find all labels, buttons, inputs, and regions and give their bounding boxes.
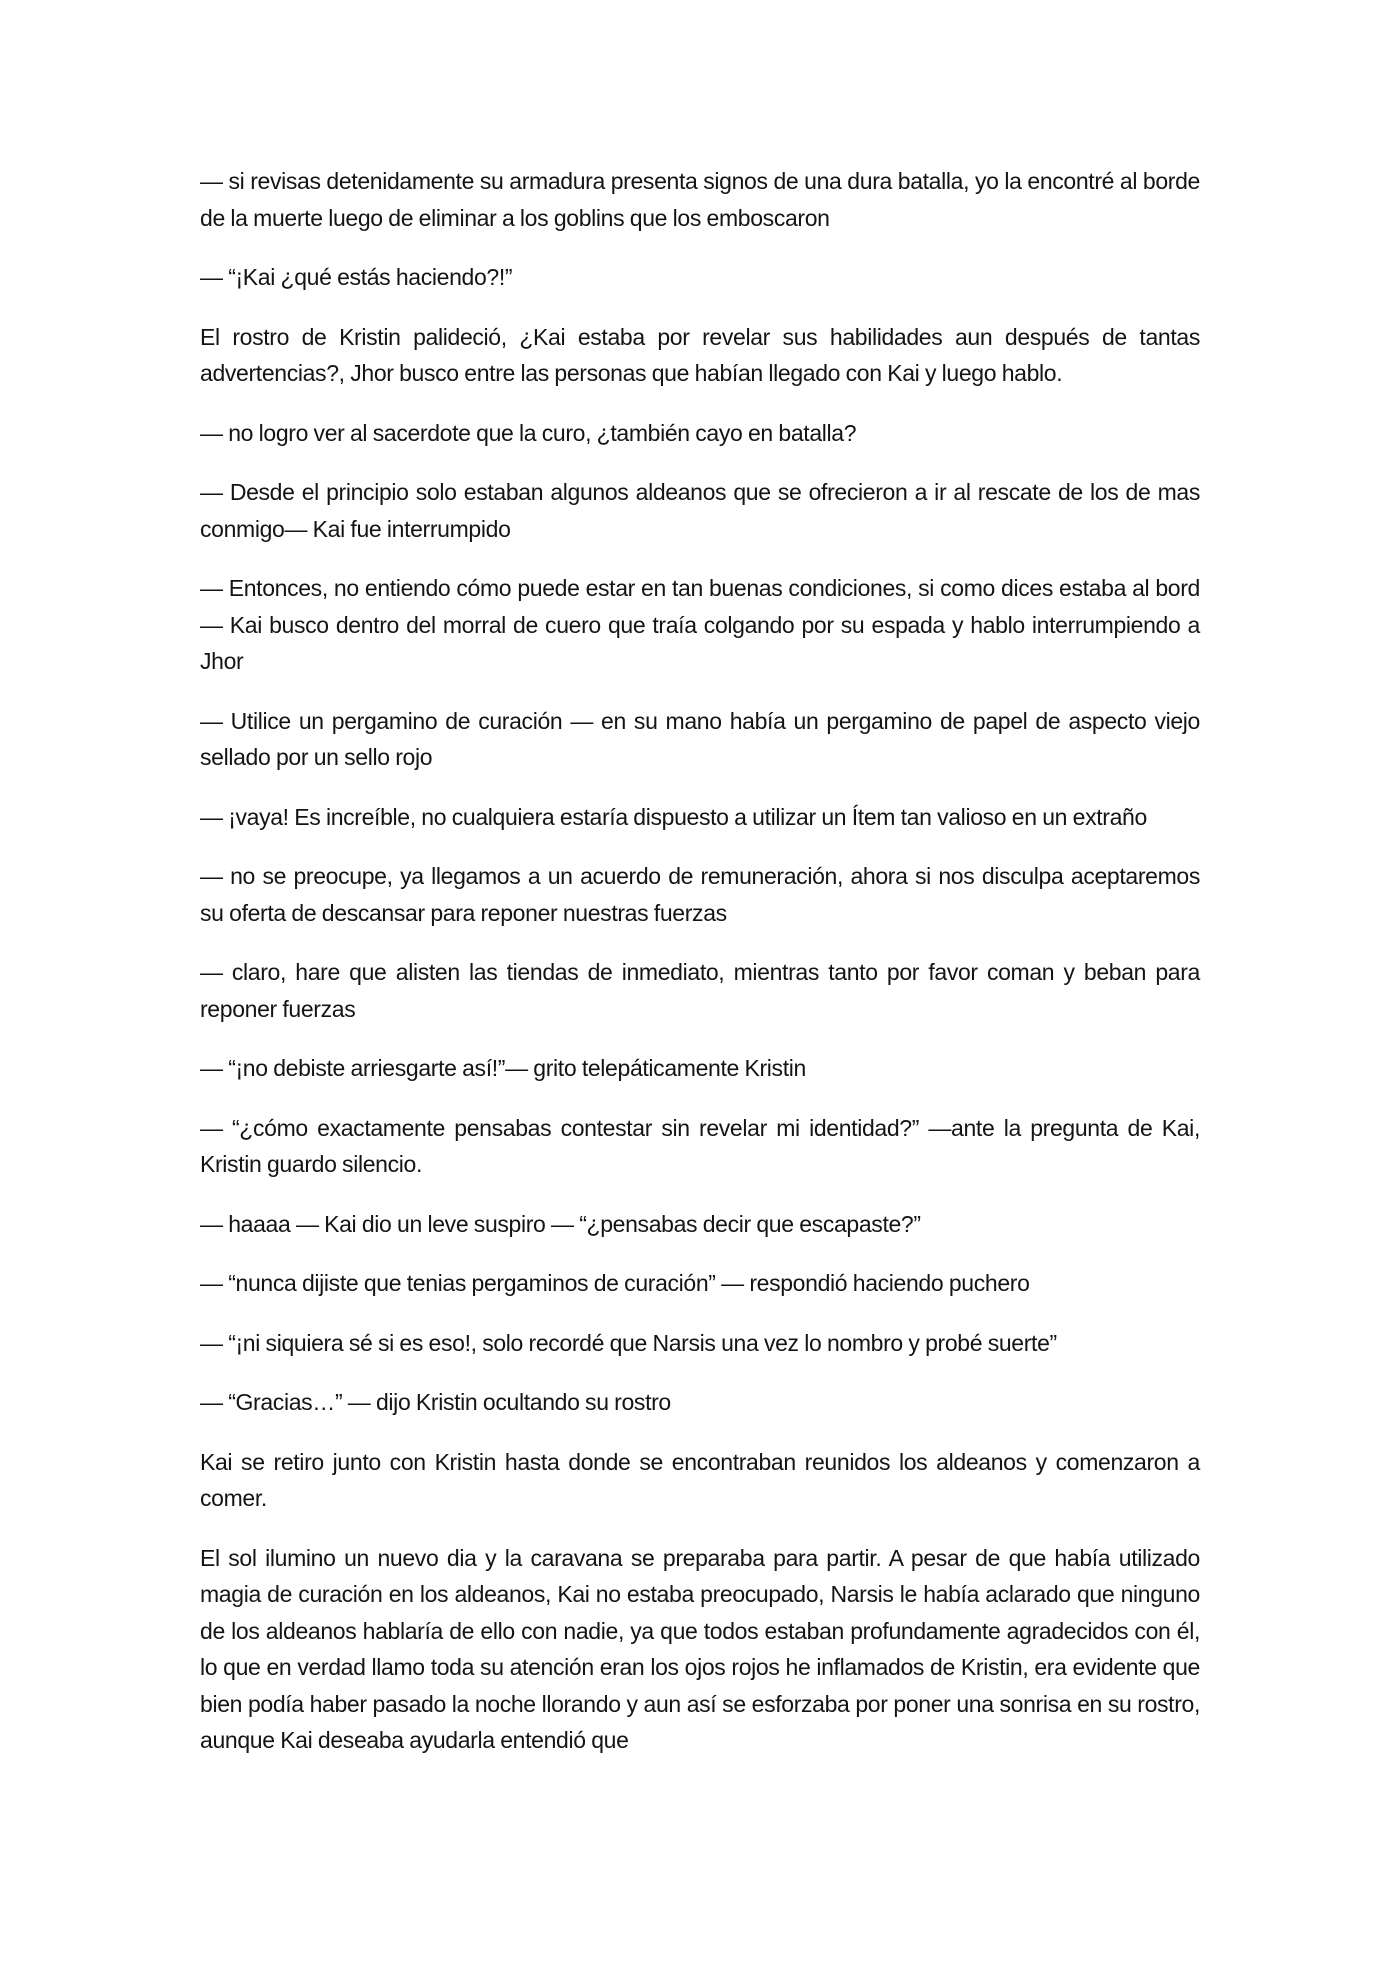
paragraph: — “nunca dijiste que tenias pergaminos de curación” — respondió haciendo puchero <box>200 1270 1030 1296</box>
paragraph: — ¡vaya! Es increíble, no cualquiera estaría dispuesto a utilizar un Ítem tan valioso en un extraño <box>200 803 1147 830</box>
paragraph: Kai se retiro junto con Kristin hasta donde se encontraban reunidos los aldeanos y comenzaron a comer. <box>200 1448 1200 1511</box>
paragraph: — no logro ver al sacerdote que la curo, ¿también cayo en batalla? <box>200 419 857 446</box>
paragraph: — “Gracias…” — dijo Kristin ocultando su rostro <box>200 1389 671 1415</box>
paragraph: — Entonces, no entiendo cómo puede estar en tan buenas condiciones, si como dices estaba al bord— Kai busco dentro del morral de cuero que traía colgando por su espada y hablo interrumpiendo a Jhor <box>200 575 1200 674</box>
paragraph: — “¡no debiste arriesgarte así!”— grito telepáticamente Kristin <box>200 1055 806 1081</box>
paragraph: — si revisas detenidamente su armadura presenta signos de una dura batalla, yo la encontré al borde de la muerte luego de eliminar a los goblins que los emboscaron <box>200 168 1200 231</box>
paragraph: — “¿cómo exactamente pensabas contestar sin revelar mi identidad?” —ante la pregunta de Kai, Kristin guardo silencio. <box>200 1114 1200 1177</box>
paragraph: — claro, hare que alisten las tiendas de inmediato, mientras tanto por favor coman y beban para reponer fuerzas <box>200 959 1200 1022</box>
paragraph: El rostro de Kristin palideció, ¿Kai estaba por revelar sus habilidades aun después de tantas advertencias?, Jhor busco entre las personas que habían llegado con Kai y luego hablo. <box>200 323 1200 386</box>
paragraph: — “¡ni siquiera sé si es eso!, solo recordé que Narsis una vez lo nombro y probé suerte” <box>200 1329 1057 1356</box>
paragraph: — Utilice un pergamino de curación — en su mano había un pergamino de papel de aspecto viejo sellado por un sello rojo <box>200 707 1200 770</box>
document-page <box>200 163 1200 1759</box>
paragraph: — Desde el principio solo estaban algunos aldeanos que se ofrecieron a ir al rescate de los de mas conmigo— Kai fue interrumpido <box>200 479 1200 542</box>
paragraph: — no se preocupe, ya llegamos a un acuerdo de remuneración, ahora si nos disculpa aceptaremos su oferta de descansar para reponer nuestras fuerzas <box>200 863 1200 926</box>
paragraph: — haaaa — Kai dio un leve suspiro — “¿pensabas decir que escapaste?” <box>200 1210 921 1237</box>
paragraph: — “¡Kai ¿qué estás haciendo?!” <box>200 264 513 290</box>
paragraph: El sol ilumino un nuevo dia y la caravana se preparaba para partir. A pesar de que había utilizado magia de curación en los aldeanos, Kai no estaba preocupado, Narsis le había aclarado que ninguno de los aldeanos hablaría de ello con nadie, ya que todos estaban profundamente agradecidos con él, lo que en verdad llamo toda su atención eran los ojos rojos he inflamados de Kristin, era evidente que bien podía haber pasado la noche llorando y aun así se esforzaba por poner una sonrisa en su rostro, aunque Kai deseaba ayudarla entendió que <box>200 1544 1200 1753</box>
